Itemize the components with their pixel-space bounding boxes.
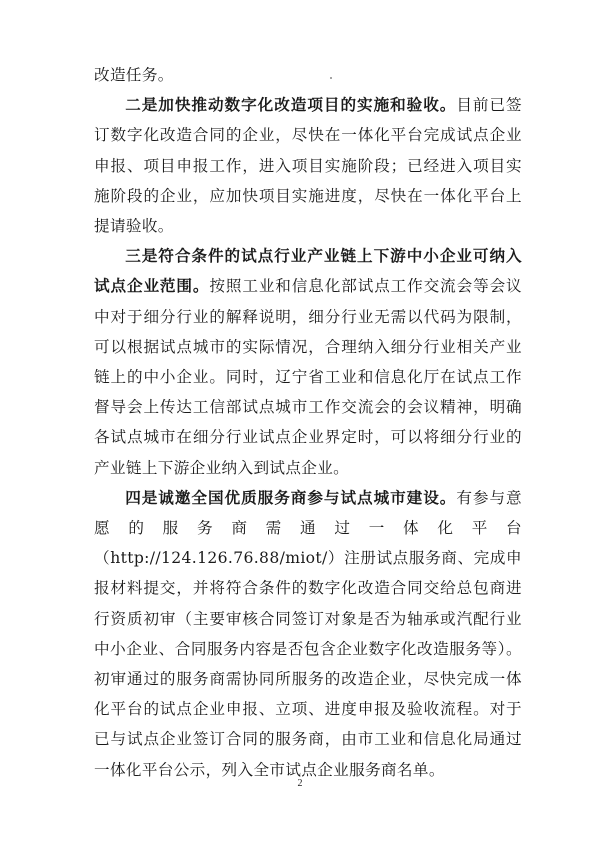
paragraph-1-text: 改造任务。 bbox=[94, 66, 174, 84]
paragraph-3-text: 按照工业和信息化部试点工作交流会等会议中对于细分行业的解释说明，细分行业无需以代码为限制，可以根据试点城市的实际情况，合理纳入细分行业相关产业链上的中小企业。同时，辽宁省工业和信息化厅在试点工作督导会上传达工信部试点城市工作交流会的会议精神，明确各试点城市在细分行业试点企业界定时，可以将细分行业的产业链上下游企业纳入到试点企业。 bbox=[94, 277, 522, 477]
paragraph-4 bbox=[94, 483, 522, 785]
paragraph-4-heading: 四是诚邀全国优质服务商参与试点城市建设。 bbox=[125, 488, 457, 507]
page-number: 2 bbox=[297, 778, 303, 789]
paragraph-2-text: 目前已签订数字化改造合同的企业，尽快在一体化平台完成试点企业申报、项目申报工作，进入项目实施阶段；已经进入项目实施阶段的企业，应加快项目实施进度，尽快在一体化平台上提请验收。 bbox=[94, 96, 522, 236]
paragraph-4-text: 有参与意愿的服务商需通过一体化平台（http://124.126.76.88/miot/）注册试点服务商、完成申报材料提交，并将符合条件的数字化改造合同交给总包商进行资质初审（主要审核合同签订对象是否为轴承或汽配行业中小企业、合同服务内容是否包含企业数字化改造服务等）。初审通过的服务商需协同所服务的改造企业，尽快完成一体化平台的试点企业申报、立项、进度申报及验收流程。对于已与试点企业签订合同的服务商，由市工业和信息化局通过一体化平台公示，列入全市试点企业服务商名单。 bbox=[94, 488, 522, 779]
paragraph-2 bbox=[94, 90, 522, 241]
paragraph-1 bbox=[94, 60, 522, 90]
paragraph-3 bbox=[94, 241, 522, 483]
paragraph-2-heading: 二是加快推动数字化改造项目的实施和验收。 bbox=[125, 96, 457, 115]
body-text bbox=[94, 60, 522, 785]
paragraph-3-heading: 三是符合条件的试点行业产业链上下游中小企业可纳入试点企业范围。 bbox=[94, 247, 522, 296]
